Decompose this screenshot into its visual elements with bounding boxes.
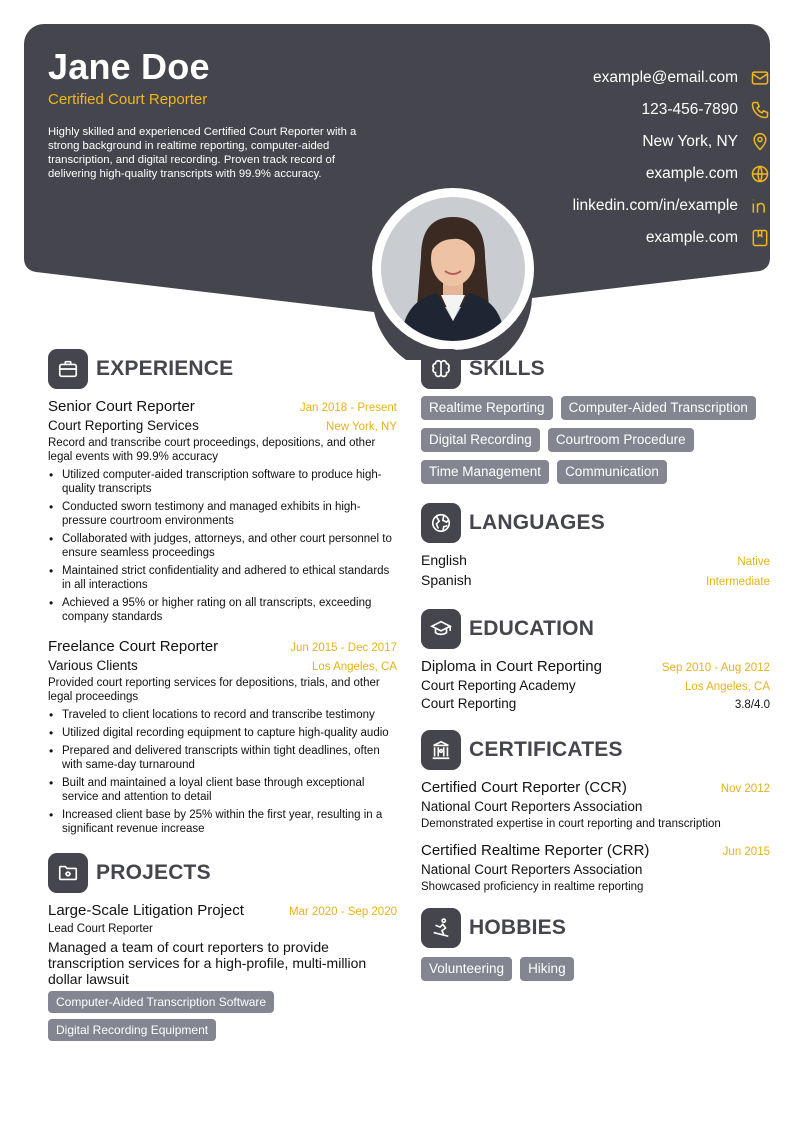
contact-website[interactable]: [440, 158, 770, 190]
education-title: EDUCATION: [469, 617, 595, 640]
certificate-description: Demonstrated expertise in court reporting and transcription: [421, 818, 721, 830]
certificate-entry: [421, 842, 770, 893]
education-section-header: [421, 608, 770, 650]
skill-tag: Time Management: [421, 460, 549, 484]
contact-phone[interactable]: [440, 94, 770, 126]
job-achievements: [48, 468, 397, 624]
job-location: Los Angeles, CA: [311, 661, 397, 673]
location-icon: [750, 132, 770, 152]
job-description: Provided court reporting services for depositions, trials, and other legal proceedings: [48, 677, 380, 703]
achievement-item: • Maintained strict confidentiality and adhered to ethical standards in all interactions: [48, 564, 397, 592]
project-role: Lead Court Reporter: [48, 923, 153, 935]
field-of-study: Court Reporting: [421, 696, 517, 711]
achievement-item: • Built and maintained a loyal client base through exceptional service and attention to detail: [48, 776, 397, 804]
skill-tag: Communication: [557, 460, 667, 484]
skill-tag: Realtime Reporting: [421, 396, 553, 420]
languages-icon: [421, 503, 461, 543]
education-date: Sep 2010 - Aug 2012: [661, 662, 770, 674]
project-tags: [48, 991, 397, 1041]
achievement-item: • Increased client base by 25% within the first year, resulting in a significant revenue increase: [48, 808, 397, 836]
languages-section-header: [421, 502, 770, 544]
candidate-name: Jane Doe: [48, 46, 210, 87]
job-description: Record and transcribe court proceedings, depositions, and other legal events with 99.9% accuracy: [48, 437, 376, 463]
hobbies-list: [421, 957, 770, 981]
education-entry: [421, 658, 770, 711]
folder-icon: [48, 853, 88, 893]
skills-title: SKILLS: [469, 357, 545, 380]
school-location: Los Angeles, CA: [684, 681, 770, 693]
language-level: Native: [737, 556, 770, 568]
certificates-section-header: [421, 729, 770, 771]
institution-icon: [421, 730, 461, 770]
left-column: [48, 348, 397, 1041]
phone-icon: [750, 100, 770, 120]
skiing-icon: [421, 908, 461, 948]
skills-list: [421, 396, 770, 484]
achievement-item: • Conducted sworn testimony and managed exhibits in high-pressure courtroom environments: [48, 500, 397, 528]
skills-section-header: [421, 348, 770, 390]
briefcase-icon: [48, 349, 88, 389]
achievement-item: • Achieved a 95% or higher rating on all transcripts, exceeding company standards: [48, 596, 397, 624]
job-company: Court Reporting Services: [48, 418, 199, 433]
degree-name: Diploma in Court Reporting: [421, 658, 602, 675]
experience-entry: [48, 398, 397, 624]
certificate-name: Certified Court Reporter (CCR): [421, 779, 627, 796]
hobby-tag: Volunteering: [421, 957, 512, 981]
certificate-issuer: National Court Reporters Association: [421, 862, 643, 877]
job-achievements: [48, 708, 397, 836]
skill-tag: Computer-Aided Transcription: [561, 396, 756, 420]
language-item: [421, 552, 770, 572]
brain-icon: [421, 349, 461, 389]
right-column: [421, 348, 770, 981]
certificate-name: Certified Realtime Reporter (CRR): [421, 842, 650, 859]
languages-title: LANGUAGES: [469, 511, 605, 534]
job-location: New York, NY: [326, 421, 397, 433]
contact-website-text[interactable]: example.com: [645, 165, 738, 182]
profile-photo: [381, 197, 525, 341]
language-level: Intermediate: [706, 576, 770, 588]
contact-linkedin-text[interactable]: linkedin.com/in/example: [572, 197, 738, 214]
candidate-title: Certified Court Reporter: [48, 91, 208, 108]
hobby-tag: Hiking: [520, 957, 574, 981]
achievement-item: • Prepared and delivered transcripts within tight deadlines, often with same-day turnaround: [48, 744, 397, 772]
project-tag: Computer-Aided Transcription Software: [48, 991, 274, 1013]
skill-tag: Courtroom Procedure: [548, 428, 694, 452]
projects-section-header: [48, 852, 397, 894]
achievement-item: • Utilized computer-aided transcription software to produce high-quality transcripts: [48, 468, 397, 496]
certificate-description: Showcased proficiency in realtime reporting: [421, 881, 644, 893]
contact-location-text: New York, NY: [642, 133, 738, 150]
contact-email[interactable]: [440, 62, 770, 94]
project-name: Large-Scale Litigation Project: [48, 902, 244, 919]
mail-icon: [750, 68, 770, 88]
experience-title: EXPERIENCE: [96, 357, 234, 380]
linkedin-icon: [750, 196, 770, 216]
job-role: Senior Court Reporter: [48, 398, 195, 415]
profile-summary: Highly skilled and experienced Certified Court Reporter with a strong background in realtime reporting, computer-aided transcription, and digital recording. Proven track record of delivering high-quality transcripts with 99.9% accuracy.: [48, 126, 357, 180]
contact-phone-text[interactable]: 123-456-7890: [641, 101, 738, 118]
achievement-item: • Collaborated with judges, attorneys, and other court personnel to ensure seamless proceedings: [48, 532, 397, 560]
contact-email-text[interactable]: example@email.com: [593, 69, 738, 86]
experience-section-header: [48, 348, 397, 390]
certificate-date: Nov 2012: [720, 783, 770, 795]
certificate-entry: [421, 779, 770, 830]
gpa-value: 3.8/4.0: [734, 699, 770, 711]
projects-title: PROJECTS: [96, 861, 211, 884]
skill-tag: Digital Recording: [421, 428, 540, 452]
hobbies-title: HOBBIES: [469, 916, 567, 939]
project-entry: [48, 902, 397, 1041]
job-company: Various Clients: [48, 658, 138, 673]
graduation-cap-icon: [421, 609, 461, 649]
certificate-issuer: National Court Reporters Association: [421, 799, 643, 814]
job-date: Jan 2018 - Present: [299, 402, 397, 414]
certificates-title: CERTIFICATES: [469, 738, 623, 761]
job-date: Jun 2015 - Dec 2017: [290, 642, 397, 654]
bookmark-icon: [750, 228, 770, 248]
experience-entry: [48, 638, 397, 836]
language-name: English: [421, 552, 467, 568]
achievement-item: • Traveled to client locations to record and transcribe testimony: [48, 708, 397, 722]
certificate-date: Jun 2015: [722, 846, 770, 858]
project-tag: Digital Recording Equipment: [48, 1019, 216, 1041]
school-name: Court Reporting Academy: [421, 678, 576, 693]
language-name: Spanish: [421, 572, 472, 588]
language-item: [421, 572, 770, 592]
achievement-item: • Utilized digital recording equipment to capture high-quality audio: [48, 726, 397, 740]
globe-icon: [750, 164, 770, 184]
hobbies-section-header: [421, 907, 770, 949]
job-role: Freelance Court Reporter: [48, 638, 219, 655]
languages-list: [421, 552, 770, 592]
contact-location: [440, 126, 770, 158]
contact-portfolio-text[interactable]: example.com: [645, 229, 738, 246]
project-date: Mar 2020 - Sep 2020: [288, 906, 397, 918]
project-description: Managed a team of court reporters to provide transcription services for a high-profile, multi-million dollar lawsuit: [48, 939, 367, 987]
